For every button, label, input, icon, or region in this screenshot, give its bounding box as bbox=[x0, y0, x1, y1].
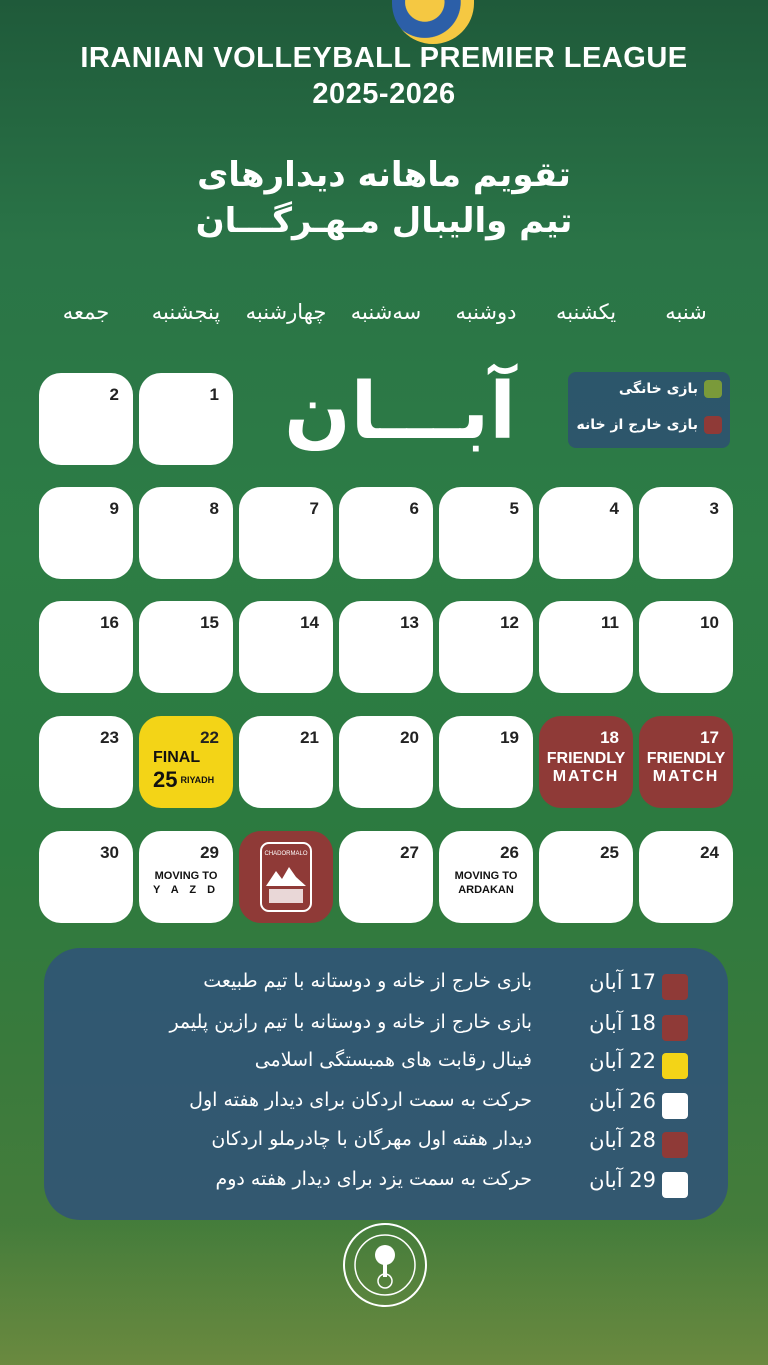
calendar-title-line1: تقویم ماهانه دیدارهای bbox=[197, 155, 571, 195]
event-row bbox=[44, 1045, 728, 1081]
day-number: 8 bbox=[209, 499, 219, 518]
day-number: 12 bbox=[500, 613, 519, 632]
friendly-line1: FRIENDLY bbox=[546, 750, 626, 767]
event-row bbox=[44, 1124, 728, 1160]
day-cell-28[interactable] bbox=[239, 831, 333, 923]
day-number: 19 bbox=[500, 728, 519, 747]
event-color-swatch bbox=[662, 1053, 688, 1079]
day-number: 16 bbox=[100, 613, 119, 632]
league-title-line1: IRANIAN VOLLEYBALL PREMIER LEAGUE bbox=[80, 42, 688, 74]
legend-away bbox=[577, 416, 722, 434]
legend-home bbox=[619, 380, 722, 398]
moving-to-yazd bbox=[139, 869, 233, 897]
day-cell-18[interactable] bbox=[539, 716, 633, 808]
event-date: 26 آبان bbox=[589, 1089, 656, 1113]
final-city: RIYADH bbox=[180, 775, 215, 785]
moving-to-label: MOVING TO bbox=[154, 870, 218, 882]
day-number: 22 bbox=[200, 728, 219, 747]
event-date: 22 آبان bbox=[589, 1049, 656, 1073]
final-word: FINAL bbox=[153, 749, 201, 766]
day-number: 14 bbox=[300, 613, 319, 632]
friendly-match-label bbox=[539, 750, 633, 786]
day-cell-30[interactable] bbox=[39, 831, 133, 923]
day-cell-24[interactable] bbox=[639, 831, 733, 923]
event-description: حرکت به سمت یزد برای دیدار هفته دوم bbox=[215, 1168, 532, 1190]
day-cell-1[interactable] bbox=[139, 373, 233, 465]
event-description: دیدار هفته اول مهرگان با چادرملو اردکان bbox=[211, 1128, 532, 1150]
event-description: حرکت به سمت اردکان برای دیدار هفته اول bbox=[189, 1089, 532, 1111]
tree-emblem-icon bbox=[345, 1225, 425, 1305]
day-number: 24 bbox=[700, 843, 719, 862]
volleyball-icon bbox=[392, 0, 474, 44]
friendly-line1: FRIENDLY bbox=[646, 750, 726, 767]
day-cell-19[interactable] bbox=[439, 716, 533, 808]
day-number: 9 bbox=[109, 499, 119, 518]
day-number: 29 bbox=[200, 843, 219, 862]
day-number: 2 bbox=[109, 385, 119, 404]
event-row bbox=[44, 1164, 728, 1200]
calendar-title-line2: تیم والیبال مـهـرگـــان bbox=[195, 201, 573, 241]
day-cell-20[interactable] bbox=[339, 716, 433, 808]
day-cell-4[interactable] bbox=[539, 487, 633, 579]
day-cell-3[interactable] bbox=[639, 487, 733, 579]
weekday-friday: جمعه bbox=[62, 300, 110, 324]
day-number: 15 bbox=[200, 613, 219, 632]
friendly-line2: MATCH bbox=[552, 768, 620, 785]
event-color-swatch bbox=[662, 1015, 688, 1041]
weekday-sunday: یکشنبه bbox=[555, 300, 617, 324]
event-description: بازی خارج از خانه و دوستانه با تیم طبیعت bbox=[203, 970, 532, 992]
day-cell-21[interactable] bbox=[239, 716, 333, 808]
final-riyadh-logo bbox=[153, 750, 214, 791]
day-number: 1 bbox=[209, 385, 219, 404]
day-cell-22[interactable] bbox=[139, 716, 233, 808]
event-color-swatch bbox=[662, 1172, 688, 1198]
day-cell-15[interactable] bbox=[139, 601, 233, 693]
mehregan-logo-icon bbox=[343, 1223, 427, 1307]
legend-home-swatch bbox=[704, 380, 722, 398]
day-cell-6[interactable] bbox=[339, 487, 433, 579]
legend-home-label: بازی خانگی bbox=[618, 381, 698, 397]
league-title bbox=[0, 40, 768, 112]
events-panel bbox=[44, 948, 728, 1220]
calendar-title bbox=[0, 152, 768, 244]
day-number: 26 bbox=[500, 843, 519, 862]
badge-text: CHADORMALO bbox=[264, 851, 308, 857]
event-color-swatch bbox=[662, 1093, 688, 1119]
day-cell-8[interactable] bbox=[139, 487, 233, 579]
weekday-tuesday: سه‌شنبه bbox=[350, 300, 422, 324]
friendly-match-label bbox=[639, 750, 733, 786]
weekday-header bbox=[0, 300, 768, 330]
weekday-wednesday: چهارشنبه bbox=[245, 300, 327, 324]
weekday-monday: دوشنبه bbox=[455, 300, 517, 324]
weekday-thursday: پنجشنبه bbox=[151, 300, 221, 324]
event-date: 18 آبان bbox=[589, 1011, 656, 1035]
day-cell-5[interactable] bbox=[439, 487, 533, 579]
moving-city: Y A Z D bbox=[152, 884, 220, 896]
day-number: 21 bbox=[300, 728, 319, 747]
day-cell-27[interactable] bbox=[339, 831, 433, 923]
weekday-saturday: شنبه bbox=[665, 300, 707, 324]
day-number: 27 bbox=[400, 843, 419, 862]
moving-city: ARDAKAN bbox=[458, 884, 514, 896]
day-number: 20 bbox=[400, 728, 419, 747]
day-number: 11 bbox=[601, 613, 619, 632]
event-date: 17 آبان bbox=[589, 970, 656, 994]
day-cell-14[interactable] bbox=[239, 601, 333, 693]
chadormalo-badge-icon bbox=[239, 831, 333, 923]
day-cell-25[interactable] bbox=[539, 831, 633, 923]
day-cell-12[interactable] bbox=[439, 601, 533, 693]
day-number: 5 bbox=[509, 499, 519, 518]
day-number: 23 bbox=[100, 728, 119, 747]
moving-to-label: MOVING TO bbox=[454, 870, 518, 882]
day-number: 7 bbox=[309, 499, 319, 518]
event-row bbox=[44, 1007, 728, 1043]
day-cell-26[interactable] bbox=[439, 831, 533, 923]
day-cell-2[interactable] bbox=[39, 373, 133, 465]
day-number: 10 bbox=[700, 613, 719, 632]
day-cell-23[interactable] bbox=[39, 716, 133, 808]
event-date: 28 آبان bbox=[589, 1128, 656, 1152]
legend-away-label: بازی خارج از خانه bbox=[576, 417, 698, 433]
legend-away-swatch bbox=[704, 416, 722, 434]
event-color-swatch bbox=[662, 1132, 688, 1158]
day-cell-29[interactable] bbox=[139, 831, 233, 923]
league-season: 2025-2026 bbox=[312, 78, 456, 110]
event-color-swatch bbox=[662, 974, 688, 1000]
day-cell-7[interactable] bbox=[239, 487, 333, 579]
moving-to-ardakan bbox=[439, 869, 533, 897]
day-number: 25 bbox=[600, 843, 619, 862]
legend bbox=[568, 372, 730, 448]
day-cell-9[interactable] bbox=[39, 487, 133, 579]
day-number: 30 bbox=[100, 843, 119, 862]
day-number: 4 bbox=[609, 499, 619, 518]
day-number: 18 bbox=[600, 728, 619, 747]
day-cell-13[interactable] bbox=[339, 601, 433, 693]
event-description: فینال رقابت های همبستگی اسلامی bbox=[254, 1049, 532, 1071]
event-description: بازی خارج از خانه و دوستانه با تیم رازین پلیمر bbox=[169, 1011, 532, 1033]
friendly-line2: MATCH bbox=[652, 768, 720, 785]
day-number: 3 bbox=[709, 499, 719, 518]
event-row bbox=[44, 1085, 728, 1121]
day-cell-16[interactable] bbox=[39, 601, 133, 693]
day-number: 17 bbox=[700, 728, 719, 747]
day-number: 13 bbox=[400, 613, 419, 632]
event-date: 29 آبان bbox=[589, 1168, 656, 1192]
day-cell-11[interactable] bbox=[539, 601, 633, 693]
day-cell-17[interactable] bbox=[639, 716, 733, 808]
event-row bbox=[44, 966, 728, 1002]
final-year: 25 bbox=[153, 767, 178, 792]
month-name: آبـــان bbox=[284, 367, 516, 457]
day-cell-10[interactable] bbox=[639, 601, 733, 693]
day-number: 6 bbox=[409, 499, 419, 518]
